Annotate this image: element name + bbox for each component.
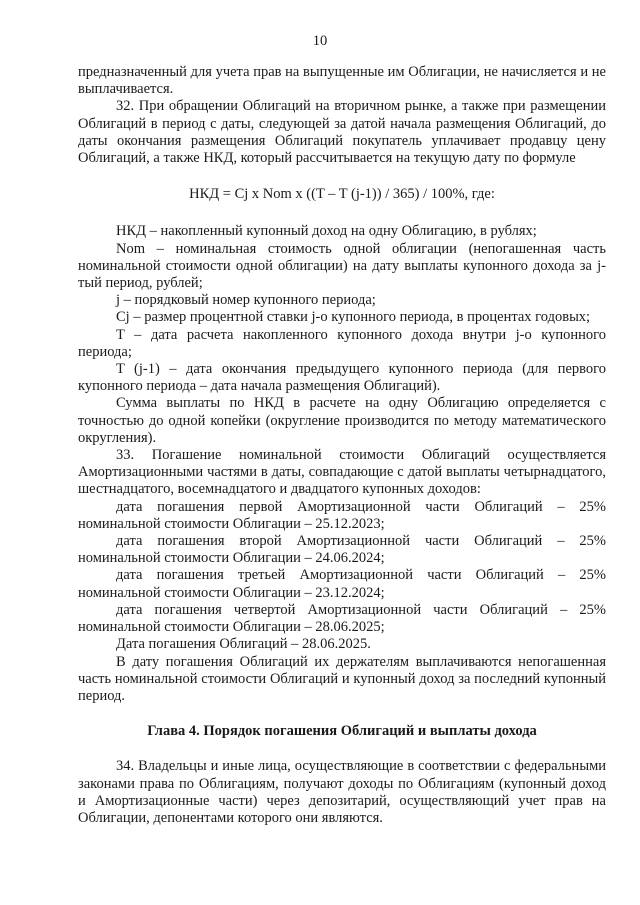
definition-nkd: НКД – накопленный купонный доход на одну Облигацию, в рублях; (116, 223, 537, 240)
paragraph-33: 33. Погашение номинальной стоимости Облигаций осуществляется Амортизационными частями в даты, совпадающие с датой выплаты четырнадцатого, шестнадцатого, восемнадцатого и двадцатого купонных доходов: (78, 447, 606, 498)
paragraph-32: 32. При обращении Облигаций на вторичном рынке, а также при размещении Облигаций в период с даты, следующей за датой начала размещения Облигаций, до даты окончания размещения Облигаций покупатель уплачивает продавцу цену Облигаций, а также НКД, который рассчитывается на текущую дату по формуле (78, 98, 606, 167)
page-number: 10 (312, 33, 328, 49)
definition-t: T – дата расчета накопленного купонного дохода внутри j-о купонного периода; (78, 326, 606, 360)
paragraph-rounding: Сумма выплаты по НКД в расчете на одну Облигацию определяется с точностью до одной копейки (округление производится по методу математического округления). (78, 395, 606, 446)
definition-t-prev: T (j-1) – дата окончания предыдущего купонного периода (для первого купонного периода – дата начала размещения Облигаций). (78, 361, 606, 395)
amortization-date-2: дата погашения второй Амортизационной части Облигаций – 25% номинальной стоимости Облигации – 24.06.2024; (78, 533, 606, 567)
amortization-date-3: дата погашения третьей Амортизационной части Облигаций – 25% номинальной стоимости Облигации – 23.12.2024; (78, 567, 606, 601)
amortization-date-4: дата погашения четвертой Амортизационной части Облигаций – 25% номинальной стоимости Облигации – 28.06.2025; (78, 601, 606, 636)
definition-nom: Nom – номинальная стоимость одной облигации (непогашенная часть номинальной стоимости одной облигации) на дату выплаты купонного дохода за j-тый период, рублей; (78, 240, 606, 292)
definition-j: j – порядковый номер купонного периода; (116, 292, 376, 309)
paragraph-continuation: предназначенный для учета прав на выпущенные им Облигации, не начисляется и не выплачивается. (78, 64, 606, 98)
paragraph-maturity-payment: В дату погашения Облигаций их держателям выплачиваются непогашенная часть номинальной стоимости Облигаций и купонный доход за последний купонный период. (78, 653, 606, 704)
nkd-formula: НКД = Cj x Nom x ((T – T (j-1)) / 365) / 100%, где: (189, 186, 495, 203)
paragraph-34: 34. Владельцы и иные лица, осуществляющие в соответствии с федеральными законами права по Облигациям, получают доходы по Облигациям (купонный доход и Амортизационные части) через депозитарий, осуществляющий учет прав на Облигации, депонентами которого они являются. (78, 758, 606, 826)
amortization-date-1: дата погашения первой Амортизационной части Облигаций – 25% номинальной стоимости Облигации – 25.12.2023; (78, 498, 606, 532)
chapter-heading: Глава 4. Порядок погашения Облигаций и выплаты дохода (147, 723, 537, 740)
document-body (78, 64, 606, 827)
maturity-date: Дата погашения Облигаций – 28.06.2025. (116, 636, 371, 653)
definition-cj: Cj – размер процентной ставки j-о купонного периода, в процентах годовых; (116, 309, 591, 326)
